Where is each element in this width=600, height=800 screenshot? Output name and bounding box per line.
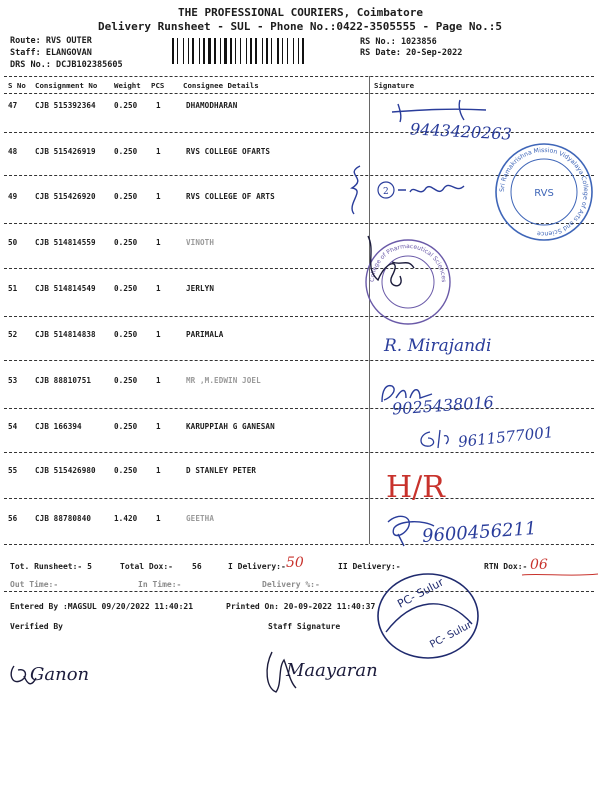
col-header-weight: Weight [114,81,141,90]
handwritten-phone-47: 9443420263 [409,119,513,144]
rtn-dox-value: 06 [530,557,548,573]
barcode-bar [246,38,247,64]
row-pcs: 1 [156,466,161,475]
tot-runsheet: Tot. Runsheet:- 5 [10,562,92,571]
handwritten-hr-55: H/R [386,470,445,505]
row-consignee: JERLYN [186,284,215,293]
row-consignee: MR ,M.EDWIN JOEL [186,376,261,385]
pc-sulur-bottom-text: PC- Sulur [428,619,474,651]
row-pcs: 1 [156,376,161,385]
staff-signature-label: Staff Signature [268,622,341,631]
verifier-signature: Ganon [30,664,90,685]
row-sno: 56 [8,514,18,523]
rs-date: RS Date: 20-Sep-2022 [360,48,463,58]
pharmacy-stamp [362,232,452,332]
barcode-bar [298,38,299,64]
row-consignment-no: CJB 515426980 [35,466,96,475]
staff-signature: Maayaran [286,660,378,681]
row-sno: 47 [8,101,18,110]
barcode-bar [235,38,236,64]
row-pcs: 1 [156,147,161,156]
row-pcs: 1 [156,284,161,293]
printed-on: Printed On: 20-09-2022 11:40:37 [226,602,376,611]
barcode-bar [183,38,184,64]
row-consignment-no: CJB 88780840 [35,514,92,523]
row-consignment-no: CJB 515426919 [35,147,96,156]
pharmacy-stamp-text: College of Pharmaceutical Sciences [368,242,448,283]
row-weight: 0.250 [114,101,138,110]
row-sno: 50 [8,238,18,247]
barcode-bar [262,38,263,64]
row-divider [4,408,594,409]
barcode-bar [287,38,288,64]
row-consignment-no: CJB 166394 [35,422,82,431]
entered-by: Entered By :MAGSUL 09/20/2022 11:40:21 [10,602,194,611]
barcode-bar [255,38,257,64]
barcode-bar [230,38,232,64]
handwritten-phone-54: 9611577001 [457,423,555,451]
col-header-pcs: PCS [151,81,165,90]
barcode-bar [203,38,205,64]
pc-sulur-top-text: PC- Sulur [395,575,446,611]
row-consignment-no: CJB 515392364 [35,101,96,110]
i-delivery-label: I Delivery:- [228,562,286,571]
row-pcs: 1 [156,101,161,110]
barcode-bar [224,38,227,64]
row-consignee: KARUPPIAH G GANESAN [186,422,275,431]
barcode-bar [220,38,221,64]
row-pcs: 1 [156,192,161,201]
row-consignee: PARIMALA [186,330,224,339]
row-weight: 0.250 [114,466,138,475]
barcode-bar [277,38,279,64]
row-consignment-no: CJB 514814559 [35,238,96,247]
barcode [172,38,352,64]
barcode-bar [177,38,178,64]
pc-sulur-stamp [372,568,484,664]
row-consignee: D STANLEY PETER [186,466,257,475]
row-divider [4,316,594,317]
college-stamp [492,140,596,244]
handwritten-signature-52: R. Mirajandi [384,336,492,356]
row-sno: 55 [8,466,18,475]
runsheet-title: Delivery Runsheet - SUL - Phone No.:0422-3505555 - Page No.:5 [98,20,502,33]
handwritten-phone-53: 9025438016 [391,392,495,419]
row-consignee: RVS COLLEGE OF ARTS [186,192,275,201]
barcode-bar [199,38,200,64]
svg-text:2: 2 [383,187,389,197]
row-consignment-no: CJB 515426920 [35,192,96,201]
row-consignee: VINOTH [186,238,215,247]
row-weight: 0.250 [114,376,138,385]
barcode-bar [250,38,252,64]
row-divider [4,498,594,499]
signature-49 [340,160,480,220]
row-weight: 0.250 [114,238,138,247]
col-header-consignment: Consignment No [35,81,98,90]
row-pcs: 1 [156,330,161,339]
barcode-bar [266,38,268,64]
row-weight: 0.250 [114,192,138,201]
college-stamp-text: Sri Ramakrishna Mission Vidyalaya College of Arts and Science [498,146,590,238]
row-sno: 51 [8,284,18,293]
in-time: In Time:- [138,580,182,589]
row-sno: 54 [8,422,18,431]
i-delivery-value: 50 [286,555,304,571]
ii-delivery-label: II Delivery:- [338,562,401,571]
barcode-bar [302,38,304,64]
barcode-bar [214,38,216,64]
col-header-sno: S No [8,81,26,90]
rs-number: RS No.: 1023856 [360,37,437,47]
row-weight: 0.250 [114,422,138,431]
row-consignee: RVS COLLEGE OFARTS [186,147,271,156]
row-weight: 0.250 [114,284,138,293]
row-divider [4,452,594,453]
row-sno: 53 [8,376,18,385]
header-rule [4,93,594,94]
row-weight: 0.250 [114,147,138,156]
barcode-bar [282,38,283,64]
drs-number: DRS No.: DCJB102385605 [10,60,123,70]
route-label: Route: RVS OUTER [10,36,92,46]
delivery-percent: Delivery %:- [262,580,320,589]
staff-label: Staff: ELANGOVAN [10,48,92,58]
row-pcs: 1 [156,422,161,431]
handwritten-phone-56: 9600456211 [421,518,538,547]
barcode-bar [271,38,272,64]
row-sno: 48 [8,147,18,156]
signature-54 [416,426,456,452]
barcode-bar [172,38,174,64]
barcode-bar [208,38,211,64]
row-consignment-no: CJB 514814549 [35,284,96,293]
row-pcs: 1 [156,238,161,247]
row-consignee: DHAMODHARAN [186,101,238,110]
row-consignment-no: CJB 514814838 [35,330,96,339]
row-consignee: GEETHA [186,514,215,523]
summary-rule [4,591,594,592]
row-sno: 49 [8,192,18,201]
rtn-underline [520,572,600,578]
barcode-bar [240,38,241,64]
row-divider [4,544,594,545]
row-weight: 0.250 [114,330,138,339]
barcode-bar [192,38,194,64]
row-pcs: 1 [156,514,161,523]
row-divider [4,360,594,361]
college-stamp-center: RVS [534,188,554,199]
barcode-bar [293,38,294,64]
rtn-dox-label: RTN Dox:- [484,562,528,571]
row-consignment-no: CJB 88810751 [35,376,92,385]
out-time: Out Time:- [10,580,59,589]
row-weight: 1.420 [114,514,138,523]
verified-by: Verified By [10,622,63,631]
col-header-signature: Signature [374,81,415,90]
total-dox-value: 56 [192,562,202,571]
col-header-consignee: Consignee Details [183,81,259,90]
company-title: THE PROFESSIONAL COURIERS, Coimbatore [178,6,424,19]
table-top-rule [4,76,594,77]
barcode-bar [188,38,189,64]
row-sno: 52 [8,330,18,339]
row-divider [4,268,594,269]
total-dox-label: Total Dox:- [120,562,173,571]
